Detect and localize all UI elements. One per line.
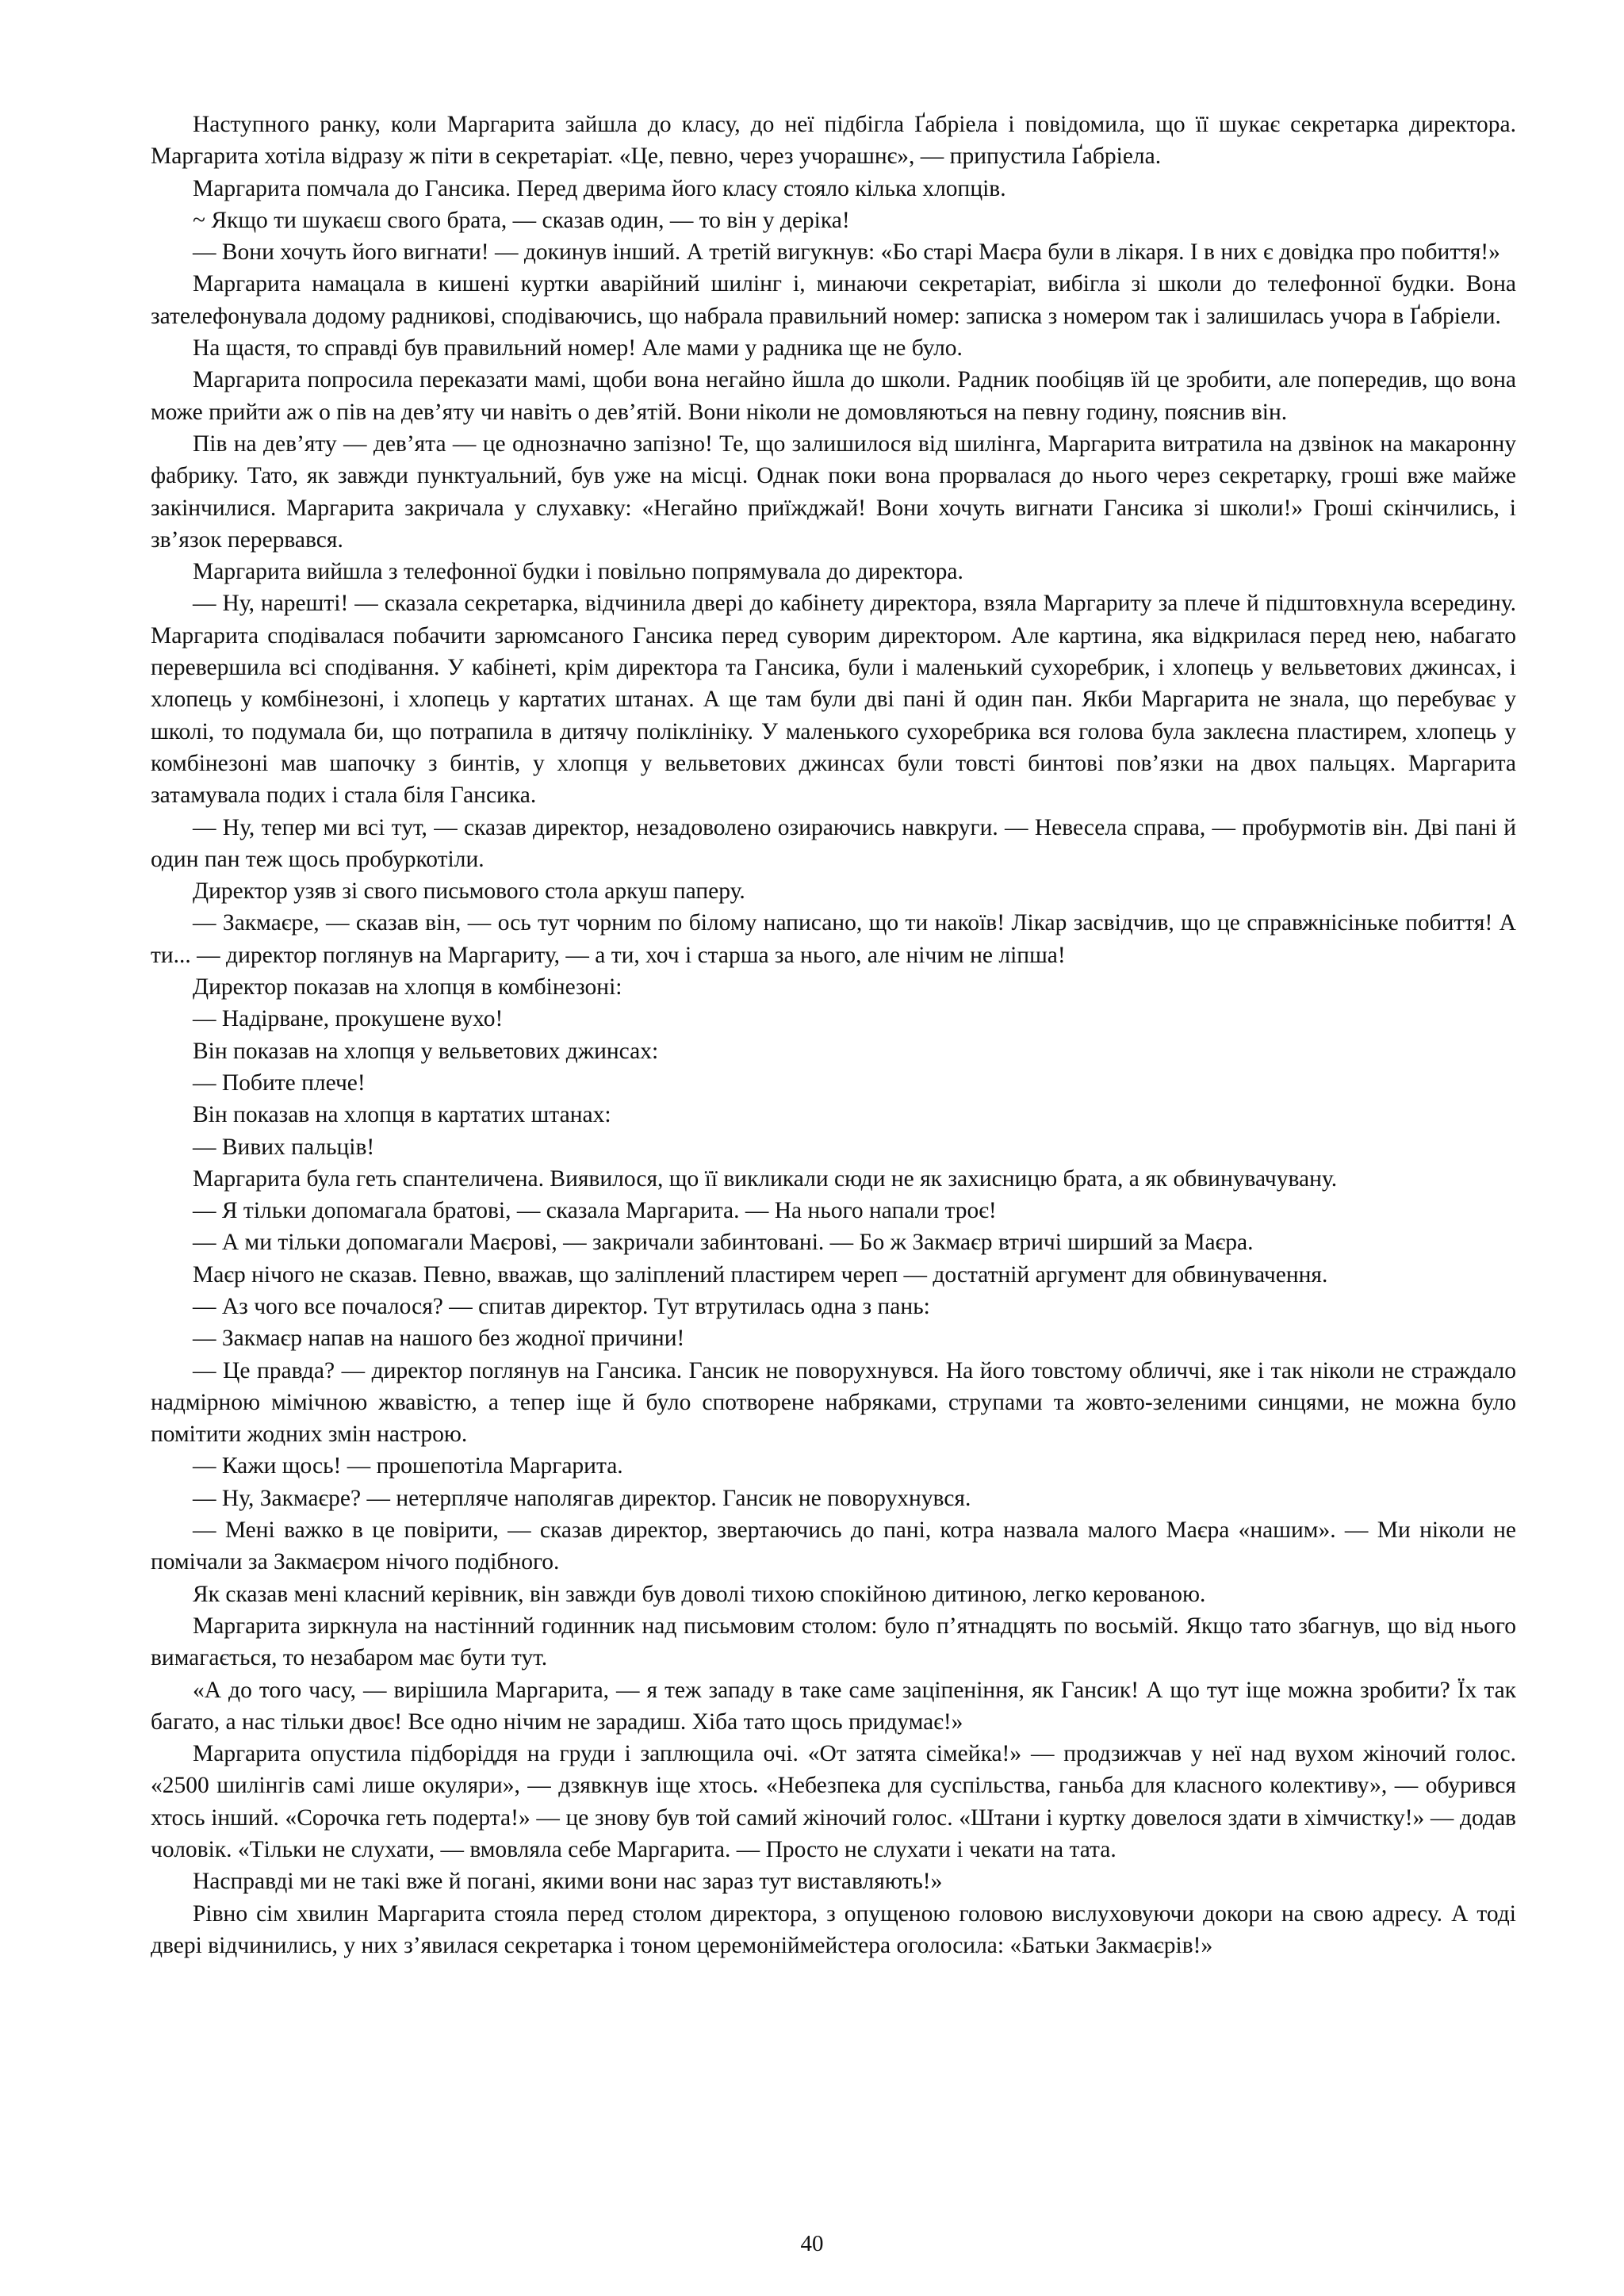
paragraph: Він показав на хлопця в картатих штанах: (193, 1102, 611, 1128)
page-number: 40 (800, 2231, 824, 2256)
paragraph: — Ну, Закмаєре? — нетерпляче наполягав директор. Гансик не поворухнувся. (193, 1485, 971, 1511)
paragraph: — Закмаєр напав на нашого без жодної причини! (193, 1326, 685, 1352)
paragraph: Маргарита опустила підборіддя на груди і заплющила очі. «От затята сімейка!» — продзижчав у неї над вухом жіночий голос. «2500 шилінгів самі лише окуляри», — дзявкнув іще хтось. «Небезпека для суспільства, ганьба для класного колективу», — обурився хтось інший. «Сорочка геть подерта!» — це знову був той самий жіночий голос. «Штани і куртку довелося здати в хімчистку!» — додав чоловік. «Тільки не слухати, — вмовляла себе Маргарита. — Просто не слухати і чекати на тата. (151, 1741, 1516, 1863)
paragraph: Маргарита намацала в кишені куртки аварійний шилінг і, минаючи секретаріат, вибігла зі школи до телефонної будки. Вона зателефонувала додому радникові, сподіваючись, що набрала правильний номер: записка з номером так і залишилась учора в Ґабріели. (151, 271, 1516, 329)
paragraph: Наступного ранку, коли Маргарита зайшла до класу, до неї підбігла Ґабріела і повідомила, що її шукає секретарка директора. Маргарита хотіла відразу ж піти в секретаріат. «Це, певно, через учорашнє», — припустила Ґабріела. (151, 112, 1516, 170)
paragraph: Директор показав на хлопця в комбінезоні: (193, 974, 622, 1001)
page-text-body (151, 109, 1516, 1961)
paragraph: ~ Якщо ти шукаєш свого брата, — сказав один, — то він у деріка! (193, 207, 850, 233)
paragraph: — А ми тільки допомагали Маєрові, — закричали забинтовані. — Бо ж Закмаєр втричі ширший за Маєра. (193, 1230, 1254, 1256)
paragraph: — Це правда? — директор поглянув на Гансика. Гансик не поворухнувся. На його товстому обличчі, яке і так ніколи не страждало надмірною мімічною жвавістю, а тепер іще й було спотворене набряками, струпами та жовто-зеленими синцями, не можна було помітити жодних змін настрою. (151, 1357, 1516, 1448)
paragraph: — Мені важко в це повірити, — сказав директор, звертаючись до пані, котра назвала малого Маєра «нашим». — Ми ніколи не помічали за Закмаєром нічого подібного. (151, 1517, 1516, 1575)
paragraph: Насправді ми не такі вже й погані, якими вони нас зараз тут виставляють!» (193, 1869, 943, 1895)
paragraph: — Кажи щось! — прошепотіла Маргарита. (193, 1453, 623, 1479)
paragraph: — Вивих пальців! (193, 1134, 375, 1160)
paragraph: — Аз чого все почалося? — спитав директор. Тут втрутилась одна з пань: (193, 1293, 930, 1319)
paragraph: Пів на дев’яту — дев’ята — це однозначно запізно! Те, що залишилося від шилінга, Маргарита витратила на дзвінок на макаронну фабрику. Тато, як завжди пунктуальний, був уже на місці. Однак поки вона прорвалася до нього через секретарку, гроші вже майже закінчилися. Маргарита закричала у слухавку: «Негайно приїжджай! Вони хочуть вигнати Гансика зі школи!» Гроші скінчились, і зв’язок перервався. (151, 430, 1516, 553)
paragraph: «А до того часу, — вирішила Маргарита, — я теж западу в таке саме заціпеніння, як Гансик! А що тут іще можна зробити? Їх так багато, а нас тільки двоє! Все одно нічим не зарадиш. Хіба тато щось придумає!» (151, 1677, 1516, 1735)
paragraph: — Ну, тепер ми всі тут, — сказав директор, незадоволено озираючись навкруги. — Невесела справа, — пробурмотів він. Дві пані й один пан теж щось пробуркотіли. (151, 814, 1516, 872)
paragraph: Рівно сім хвилин Маргарита стояла перед столом директора, з опущеною головою вислуховуючи докори на свою адресу. А тоді двері відчинились, у них з’явилася секретарка і тоном церемоніймейстера оголосила: «Батьки Закмаєрів!» (151, 1900, 1516, 1958)
paragraph: Маргарита помчала до Гансика. Перед дверима його класу стояло кілька хлопців. (193, 175, 1006, 201)
paragraph: Маргарита була геть спантеличена. Виявилося, що її викликали сюди не як захисницю брата, а як обвинувачувану. (193, 1165, 1338, 1192)
paragraph: — Побите плече! (193, 1070, 366, 1096)
paragraph: На щастя, то справді був правильний номер! Але мами у радника ще не було. (193, 335, 963, 362)
paragraph: Маргарита вийшла з телефонної будки і повільно попрямувала до директора. (193, 559, 963, 585)
paragraph: — Я тільки допомагала братові, — сказала Маргарита. — На нього напали троє! (193, 1198, 997, 1224)
paragraph: Він показав на хлопця у вельветових джинсах: (193, 1038, 659, 1064)
paragraph: — Надірване, прокушене вухо! (193, 1006, 504, 1032)
paragraph: — Вони хочуть його вигнати! — докинув інший. А третій вигукнув: «Бо старі Маєра були в лікаря. І в них є довідка про побиття!» (193, 239, 1500, 266)
paragraph: Маєр нічого не сказав. Певно, вважав, що заліплений пластирем череп — достатній аргумент для обвинувачення. (193, 1261, 1328, 1288)
paragraph: Маргарита зиркнула на настінний годинник над письмовим столом: було п’ятнадцять по восьмій. Якщо тато збагнув, що від нього вимагається, то незабаром має бути тут. (151, 1613, 1516, 1671)
paragraph: Директор узяв зі свого письмового стола аркуш паперу. (193, 878, 745, 905)
paragraph: Як сказав мені класний керівник, він завжди був доволі тихою спокійною дитиною, легко керованою. (193, 1581, 1206, 1607)
paragraph: — Ну, нарешті! — сказала секретарка, відчинила двері до кабінету директора, взяла Маргариту за плече й підштовхнула всередину. Маргарита сподівалася побачити зарюмсаного Гансика перед суворим директором. Але картина, яка відкрилася перед нею, набагато перевершила всі сподівання. У кабінеті, крім директора та Гансика, були і маленький сухоребрик, і хлопець у вельветових джинсах, і хлопець у комбінезоні, і хлопець у картатих штанах. А ще там були дві пані й один пан. Якби Маргарита не знала, що перебуває у школі, то подумала би, що потрапила в дитячу поліклініку. У маленького сухоребрика вся голова була заклеєна пластирем, хлопець у комбінезоні мав шапочку з бинтів, у хлопця у вельветових джинсах були товсті бинтові пов’язки на двох пальцях. Маргарита затамувала подих і стала біля Гансика. (151, 591, 1516, 809)
paragraph: — Закмаєре, — сказав він, — ось тут чорним по білому написано, що ти накоїв! Лікар засвідчив, що це справжнісіньке побиття! А ти... — директор поглянув на Маргариту, — а ти, хоч і старша за нього, але нічим не ліпша! (151, 910, 1516, 968)
paragraph: Маргарита попросила переказати мамі, щоби вона негайно йшла до школи. Радник пообіцяв їй це зробити, але попередив, що вона може прийти аж о пів на дев’яту чи навіть о дев’ятій. Вони ніколи не домовляються на певну годину, пояснив він. (151, 367, 1516, 425)
